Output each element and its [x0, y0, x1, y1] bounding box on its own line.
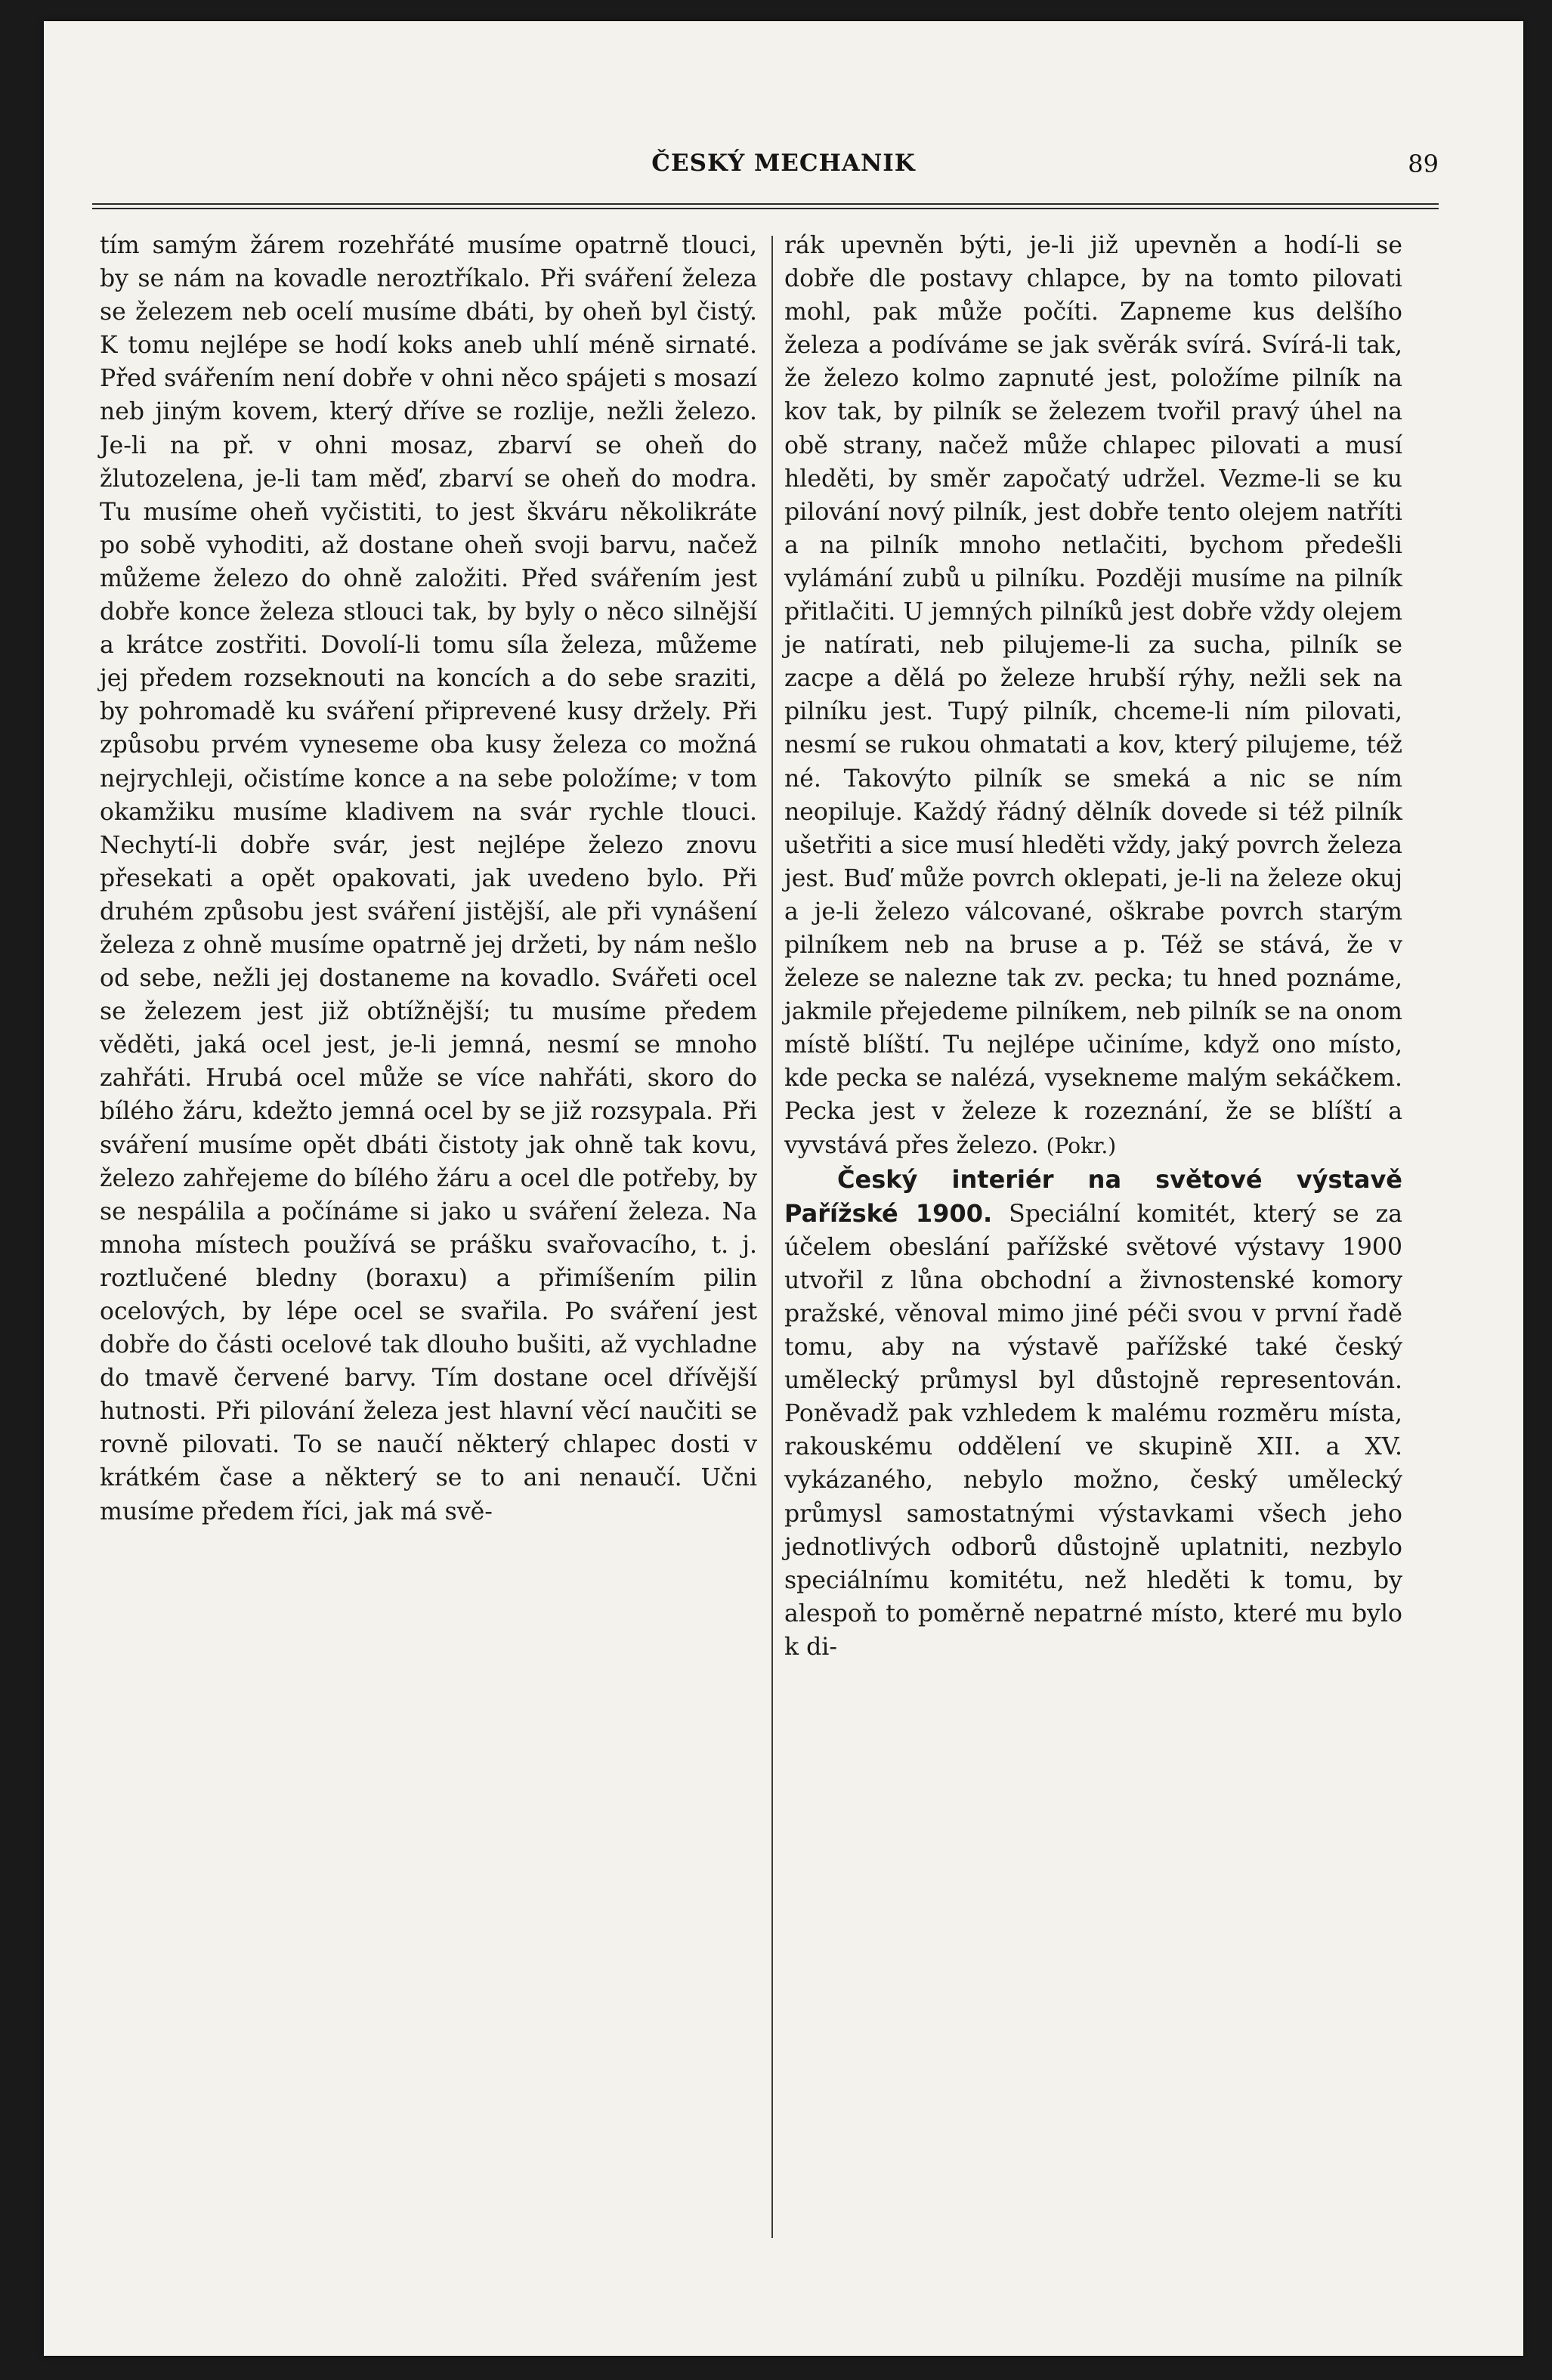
left-column: [100, 229, 757, 1528]
right-column: [772, 229, 1402, 1664]
header-double-rule: [92, 203, 1439, 214]
header-rule-top: [92, 203, 1439, 205]
running-head: [44, 133, 1523, 186]
header-rule-bottom: [92, 208, 1439, 209]
article-heading: Český interiér na světové výstavě Pařížské 1900.: [784, 1164, 1402, 1228]
page-number: 89: [1408, 150, 1439, 178]
left-column-text: tím samým žárem rozehřáté musíme opatrně tlouci, by se nám na kovadle neroztříkalo. Při sváření železa se železem neb ocelí musíme dbáti, by oheň byl čistý. K tomu nejlépe se hodí koks aneb uhlí méně sirnaté. Před svářením není dobře v ohni něco spájeti s mosazí neb jiným kovem, který dříve se rozlije, nežli železo. Je-li na př. v ohni mosaz, zbarví se oheň do žlutozelena, je-li tam měď, zbarví se oheň do modra. Tu musíme oheň vyčistiti, to jest škváru několikráte po sobě vyhoditi, až dostane oheň svoji barvu, načež můžeme železo do ohně založiti. Před svářením jest dobře konce železa stlouci tak, by byly o něco silnější a krátce zostřiti. Dovolí-li tomu síla železa, můžeme jej předem rozseknouti na koncích a do sebe sraziti, by pohromadě ku sváření připrevené kusy držely. Při způsobu prvém vyneseme oba kusy železa co možná nejrychleji, očistíme konce a na sebe položíme; v tom okamžiku musíme kladivem na svár rychle tlouci. Nechytí-li dobře svár, jest nejlépe železo znovu přesekati a opět opakovati, jak uvedeno bylo. Při druhém způsobu jest sváření jistější, ale při vynášení železa z ohně musíme opatrně jej držeti, by nám nešlo od sebe, nežli jej dostaneme na kovadlo. Svářeti ocel se železem jest již obtížnější; tu musíme předem věděti, jaká ocel jest, je-li jemná, nesmí se mnoho zahřáti. Hrubá ocel může se více nahřáti, skoro do bílého žáru, kdežto jemná ocel by se již rozsypala. Při sváření musíme opět dbáti čistoty jak ohně tak kovu, železo zahřejeme do bílého žáru a ocel dle potřeby, by se nespálila a počínáme si jako u sváření železa. Na mnoha místech používá se prášku svařovacího, t. j. roztlučené bledny (boraxu) a přimíšením pilin ocelových, by lépe ocel se svařila. Po sváření jest dobře do části ocelové tak dlouho bušiti, až vychladne do tmavě červené barvy. Tím dostane ocel dřívější hutnosti. Při pilování železa jest hlavní věcí naučiti se rovně pilovati. To se naučí některý chlapec dosti v krátkém čase a některý se to ani nenaučí. Učni musíme předem říci, jak má svě-: [100, 232, 757, 1525]
article-text: Speciální komitét, který se za účelem obeslání pařížské světové výstavy 1900 utvořil z lůna obchodní a živnostenské komory pražské, věnoval mimo jiné péči svou v první řadě tomu, aby na výstavě pařížské také český umělecký průmysl byl důstojně representován. Poněvadž pak vzhledem k malému rozměru místa, rakouskému oddělení ve skupině XII. a XV. vykázaného, nebylo možno, český umělecký průmysl samostatnými výstavkami všech jeho jednotlivých odborů důstojně uplatniti, nezbylo speciálnímu komitétu, než hleděti k tomu, by alespoň to poměrně nepatrné místo, které mu bylo k di-: [784, 1200, 1403, 1661]
running-title: ČESKÝ MECHANIK: [651, 150, 916, 177]
continued-note: (Pokr.): [1046, 1133, 1117, 1158]
article-paragraph: [784, 1163, 1402, 1664]
right-column-text: rák upevněn býti, je-li již upevněn a hodí-li se dobře dle postavy chlapce, by na tomto pilovati mohl, pak může počíti. Zapneme kus delšího železa a podíváme se jak svěrák svírá. Svírá-li tak, že železo kolmo zapnuté jest, položíme pilník na kov tak, by pilník se železem tvořil pravý úhel na obě strany, načež může chlapec pilovati a musí hleděti, by směr započatý udržel. Vezme-li se ku pilování nový pilník, jest dobře tento olejem natříti a na pilník mnoho netlačiti, bychom předešli vylámání zubů u pilníku. Později musíme na pilník přitlačiti. U jemných pilníků jest dobře vždy olejem je natírati, neb pilujeme-li za sucha, pilník se zacpe a dělá po železe hrubší rýhy, nežli sek na pilníku jest. Tupý pilník, chceme-li ním pilovati, nesmí se rukou ohmatati a kov, který pilujeme, též né. Takovýto pilník se smeká a nic se ním neopiluje. Každý řádný dělník dovede si též pilník ušetřiti a sice musí hleděti vždy, jaký povrch železa jest. Buď může povrch oklepati, je-li na železe okuj a je-li železo válcované, oškrabe povrch starým pilníkem neb na bruse a p. Též se stává, že v železe se nalezne tak zv. pecka; tu hned poznáme, jakmile přejedeme pilníkem, neb pilník se na onom místě blíští. Tu nejlépe učiníme, když ono místo, kde pecka se nalézá, vysekneme malým sekáčkem. Pecka jest v železe k rozeznání, že se blíští a vyvstává přes železo.: [784, 232, 1402, 1159]
right-column-paragraph: [784, 229, 1402, 1163]
book-page: [44, 21, 1523, 2356]
